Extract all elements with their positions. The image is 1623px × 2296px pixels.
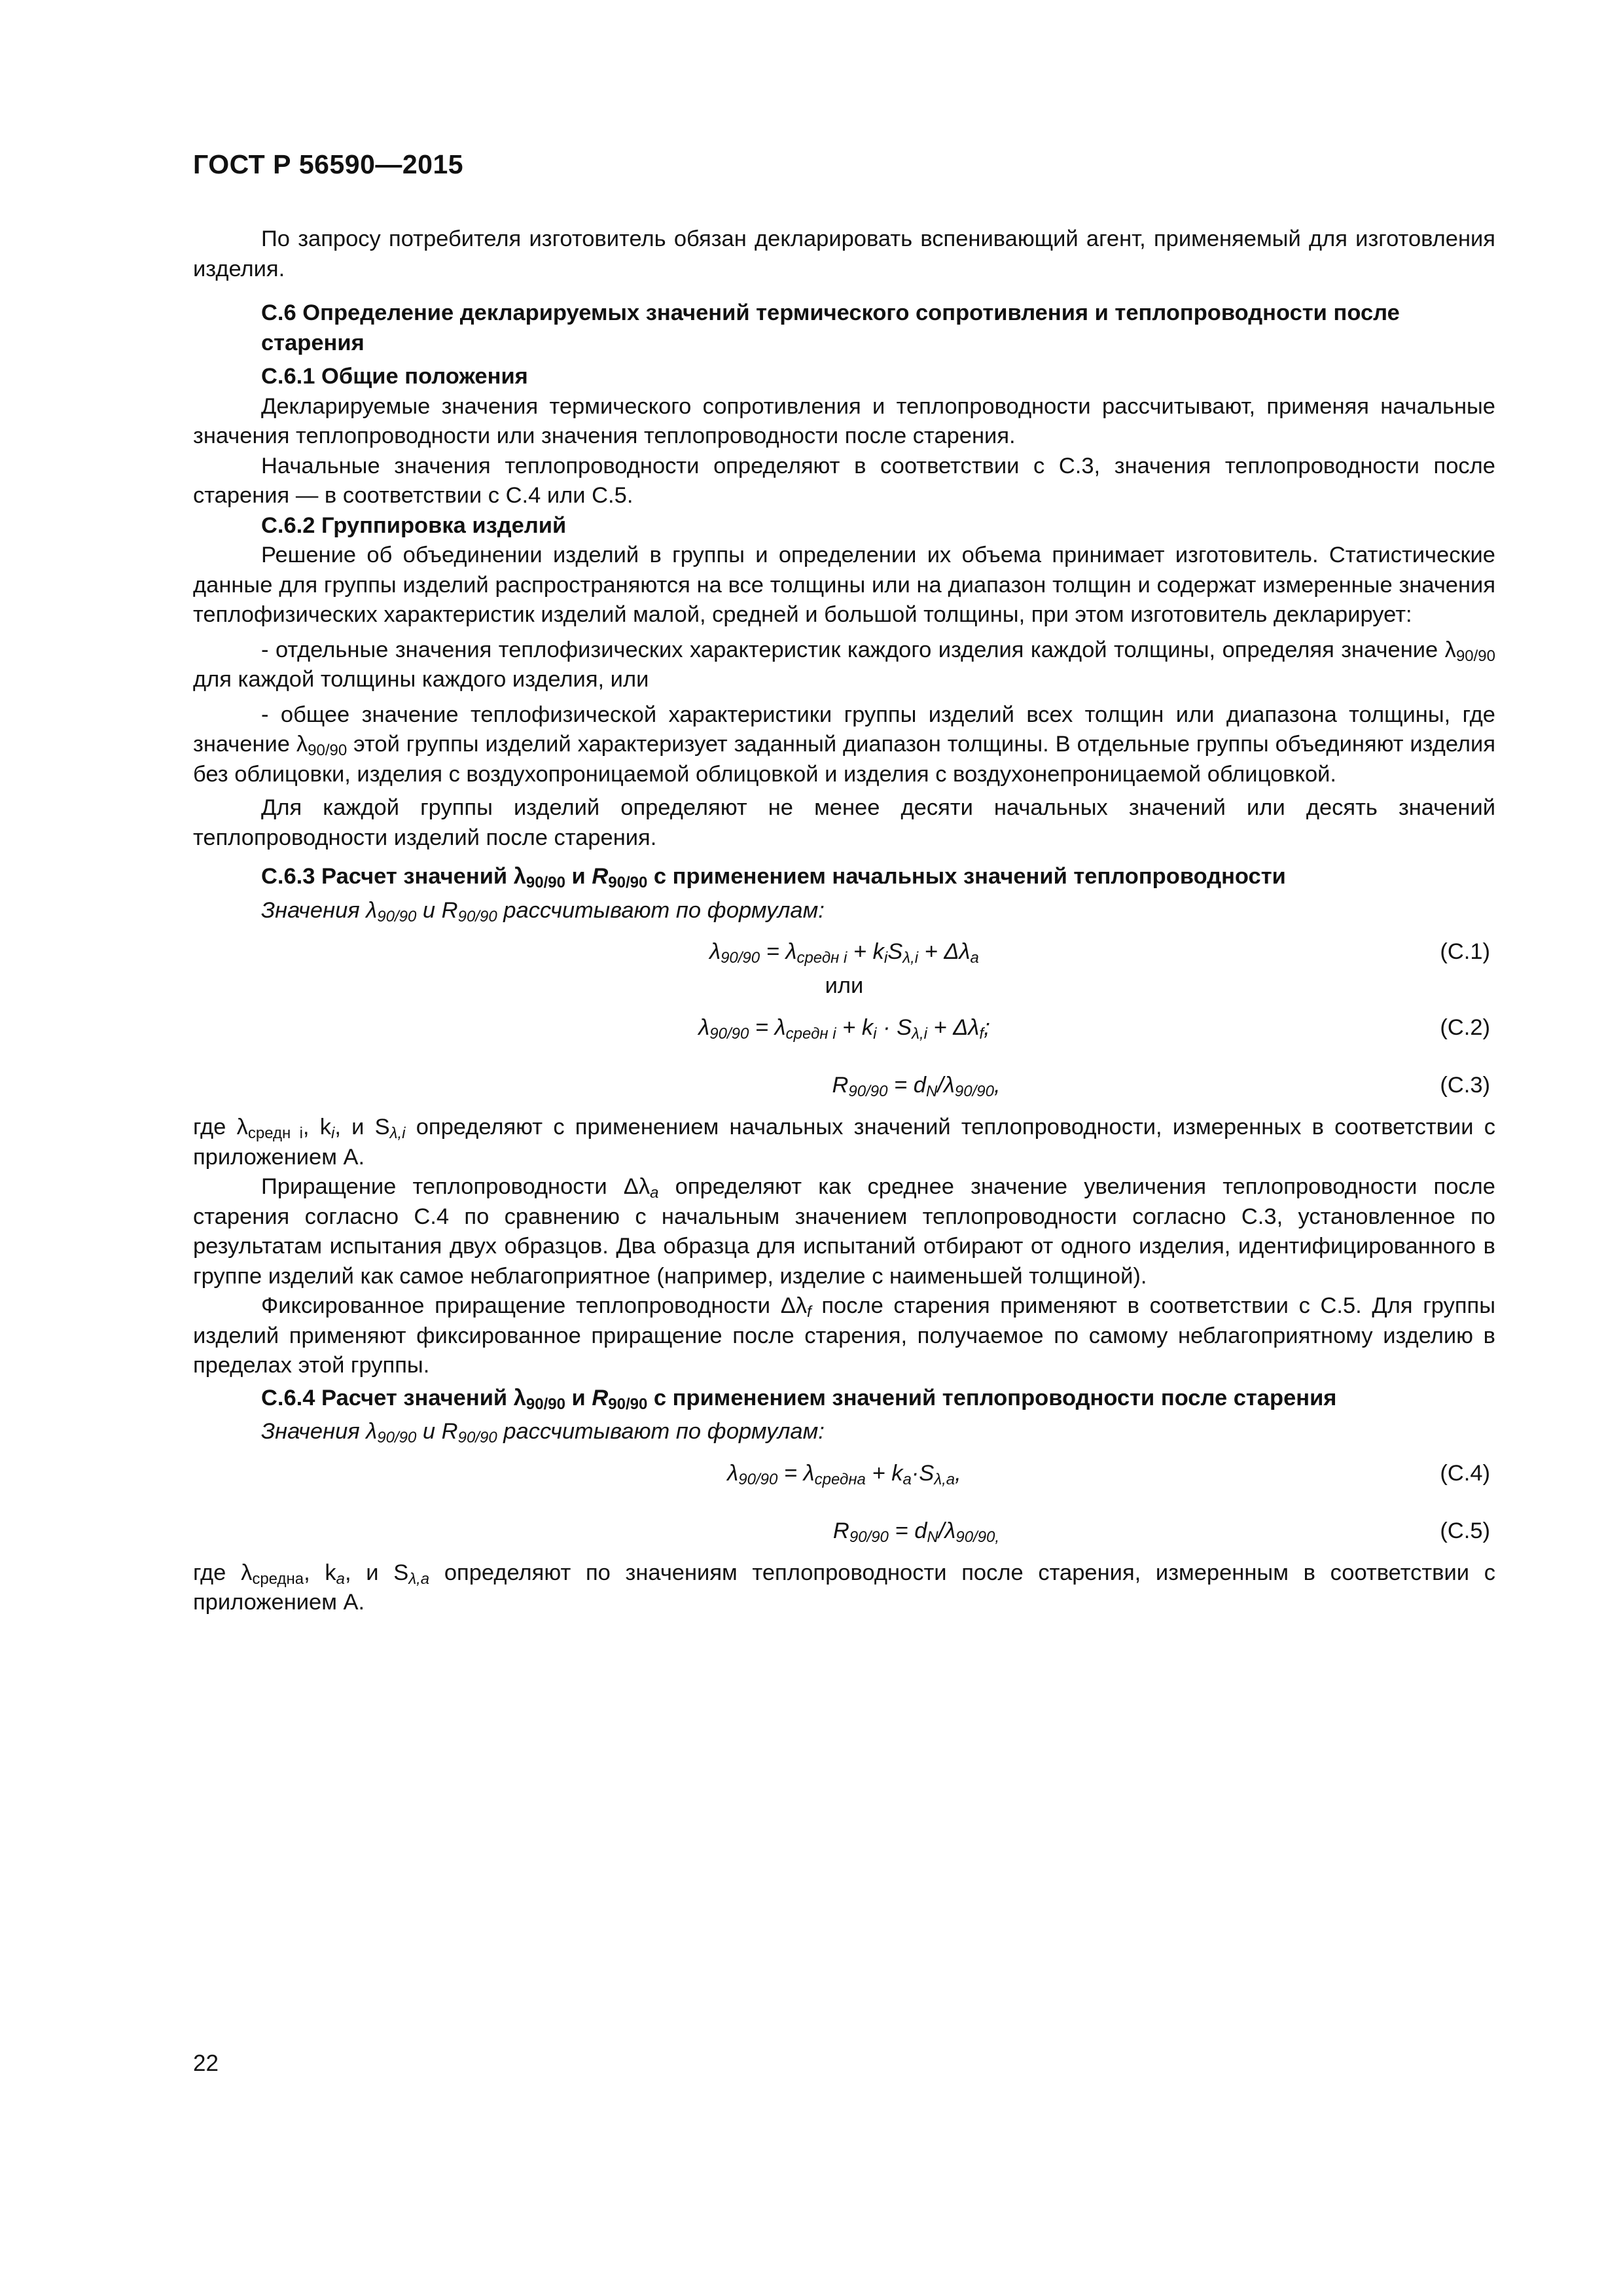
paragraph-intro-declare: По запросу потребителя изготовитель обязан декларировать вспенивающий агент, применяемый для изготовления изделия. [193,226,1495,281]
paragraph-c61-1: Декларируемые значения термического сопротивления и теплопроводности рассчитывают, применяя начальные значения теплопроводности или значения теплопроводности после старения. [193,393,1495,448]
section-heading-c6: С.6 Определение декларируемых значений термического сопротивления и теплопроводности после старения [261,300,1400,355]
formula-c2-expression: $\lambda_{90/90} = \lambda_{средн i} + k_i \cdot S_{\lambda,i} + \Delta\lambda_f$; [698,1015,990,1043]
formula-c3 [193,1063,1495,1103]
formula-c3-number: (С.3) [1440,1073,1490,1098]
page-body [193,224,1495,1618]
paragraph-c63-where: где $\lambda_{средн i}$, $k_i$, и $S_{\lambda,i}$ определяют с применением начальных значений теплопроводности, измеренных в соответствии с приложением А. [193,1115,1496,1170]
section-heading-c62: С.6.2 Группировка изделий [261,512,567,538]
formula-or-separator: или [825,973,864,998]
formula-c1-number: (С.1) [1440,939,1490,964]
document-page [193,0,1495,2296]
section-heading-c61: С.6.1 Общие положения [261,364,528,389]
list-item-individual-values: - отдельные значения теплофизических характеристик каждого изделия каждой толщины, определяя значение $\lambda_{90/90}$ для каждой толщины каждого изделия, или [193,637,1495,692]
list-item-group-value: - общее значение теплофизической характеристики группы изделий всех толщин или диапазона толщины, где значение $\lambda_{90/90}$ этой группы изделий характеризует заданный диапазон толщины. В отдельные группы объединяют изделия без облицовки, изделия с воздухопроницаемой облицовкой и изделия с воздухонепроницаемой облицовкой. [193,702,1495,787]
formula-c4-expression: $\lambda_{90/90} = \lambda_{средна} + k_a\cdot S_{\lambda,a}$, [727,1460,961,1488]
formula-c5 [193,1509,1495,1549]
formula-c3-expression: $R_{90/90} = d_N/\lambda_{90/90}$, [832,1073,1001,1100]
section-heading-c63: С.6.3 Расчет значений $\lambda_{90/90}$ и $R_{90/90}$ с применением начальных значений теплопроводности [261,864,1286,891]
formula-c2-number: (С.2) [1440,1015,1490,1040]
section-heading-c64: С.6.4 Расчет значений $\lambda_{90/90}$ и $R_{90/90}$ с применением значений теплопроводности после старения [261,1385,1337,1413]
paragraph-c64-where: где $\lambda_{средна}$, $k_a$, и $S_{\lambda,a}$ определяют по значениям теплопроводности после старения, измеренным в соответствии с приложением А. [193,1560,1496,1615]
paragraph-c62-1: Решение об объединении изделий в группы и определении их объема принимает изготовитель. Статистические данные для группы изделий распространяются на все толщины или на диапазон толщин и содержат измеренные значения теплофизических характеристик изделий малой, средней и большой толщины, при этом изготовитель декларирует: [193,543,1495,627]
formulas-intro-c64: Значения $\lambda_{90/90}$ и $R_{90/90}$ рассчитывают по формулам: [261,1419,825,1446]
formula-c2 [193,1005,1495,1046]
paragraph-c62-2: Для каждой группы изделий определяют не менее десяти начальных значений или десять значений теплопроводности изделий после старения. [193,795,1495,850]
formula-c4-number: (С.4) [1440,1460,1490,1486]
formulas-intro-c63: Значения $\lambda_{90/90}$ и $R_{90/90}$ рассчитывают по формулам: [261,897,825,925]
formula-c1 [193,929,1495,970]
formula-c1-expression: $\lambda_{90/90} = \lambda_{средн i} + k_iS_{\lambda,i} + \Delta\lambda_a$ [709,939,979,967]
page-number: 22 [193,2051,219,2076]
formula-c5-number: (С.5) [1440,1518,1490,1543]
paragraph-c63-increment: Приращение теплопроводности $\Delta\lambda_a$ определяют как среднее значение увеличения теплопроводности после старения согласно С.4 по сравнению с начальным значением теплопроводности согласно С.3, установленное по результатам испытания двух образцов. Два образца для испытаний отбирают от одного изделия, идентифицированного в группе изделий как самое неблагоприятное (например, изделие с наименьшей толщиной). [193,1174,1495,1289]
formula-c4 [193,1451,1495,1492]
paragraph-c61-2: Начальные значения теплопроводности определяют в соответствии с С.3, значения теплопроводности после старения — в соответствии с С.4 или С.5. [193,453,1495,508]
formula-c5-expression: $R_{90/90} = d_N/\lambda_{90/90,}$ [832,1518,1000,1546]
paragraph-c63-fixed-increment: Фиксированное приращение теплопроводности $\Delta\lambda_f$ после старения применяют в соответствии с С.5. Для группы изделий применяют фиксированное приращение после старения, получаемое по самому неблагоприятному изделию в пределах этой группы. [193,1293,1495,1378]
standard-header: ГОСТ Р 56590—2015 [193,149,464,179]
